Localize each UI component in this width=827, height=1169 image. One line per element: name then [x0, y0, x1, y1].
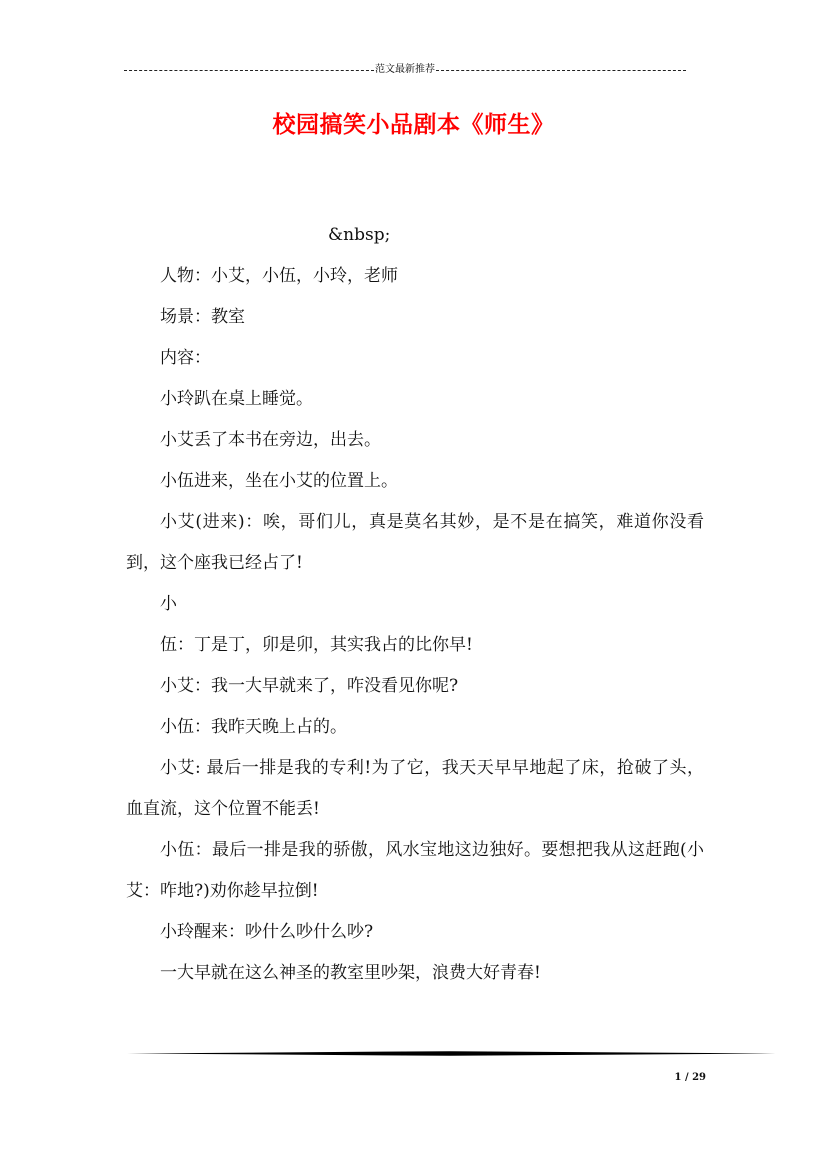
paragraph: 小艾丢了本书在旁边，出去。 — [160, 430, 381, 450]
page-number: 1 / 29 — [674, 1072, 706, 1083]
paragraph: 小 — [160, 594, 177, 614]
paragraph: 一大早就在这么神圣的教室里吵架，浪费大好青春! — [160, 963, 541, 983]
paragraph-nbsp: &nbsp; — [328, 225, 391, 245]
document-title: 校园搞笑小品剧本《师生》 — [272, 111, 555, 138]
paragraph: 小伍：我昨天晚上占的。 — [160, 717, 347, 737]
footer-rule — [124, 1049, 776, 1058]
paragraph-scene: 场景：教室 — [160, 307, 245, 327]
paragraph: 小艾(进来)：唉，哥们儿，真是莫名其妙，是不是在搞笑，难道你没看到，这个座我已经占了! — [126, 512, 704, 573]
header-text: 范文最新推荐 — [375, 64, 435, 75]
paragraph: 小伍：最后一排是我的骄傲，风水宝地这边独好。要想把我从这赶跑(小艾：咋地?)劝你趁早拉倒! — [126, 840, 704, 901]
paragraph-characters: 人物：小艾，小伍，小玲，老师 — [160, 266, 398, 286]
paragraph: 伍：丁是丁，卯是卯，其实我占的比你早! — [160, 635, 473, 655]
paragraph: 小艾: 最后一排是我的专利!为了它，我天天早早地起了床，抢破了头，血直流，这个位置不能丢! — [126, 758, 704, 819]
page-header — [124, 62, 686, 78]
paragraph: 小玲醒来：吵什么吵什么吵? — [160, 922, 374, 942]
paragraph: 小玲趴在桌上睡觉。 — [160, 389, 313, 409]
header-dash-right — [436, 70, 686, 71]
header-dash-left — [124, 70, 374, 71]
paragraph: 小伍进来，坐在小艾的位置上。 — [160, 471, 398, 491]
document-body — [126, 215, 704, 994]
paragraph: 小艾：我一大早就来了，咋没看见你呢? — [160, 676, 459, 696]
paragraph-content-label: 内容： — [160, 348, 211, 368]
